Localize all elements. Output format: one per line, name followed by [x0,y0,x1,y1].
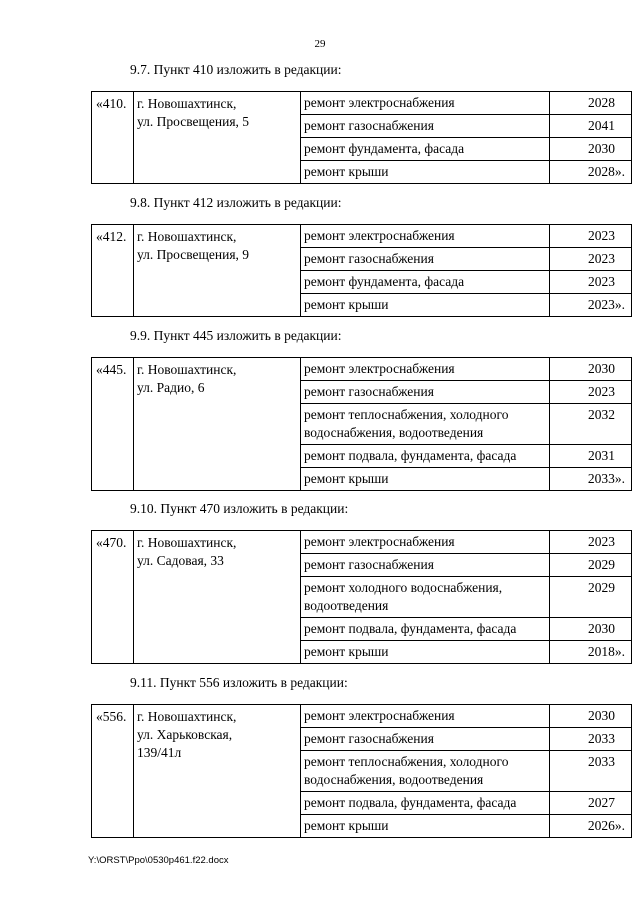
work-type: ремонт электроснабжения [301,705,550,728]
file-path-footer: Y:\ORST\Ppo\0530p461.f22.docx [88,855,229,866]
work-type: ремонт подвала, фундамента, фасада [301,618,550,641]
address-line: г. Новошахтинск, [137,229,237,244]
work-type: ремонт подвала, фундамента, фасада [301,445,550,468]
section-heading-9-11: 9.11. Пункт 556 изложить в редакции: [130,675,348,690]
item-number: «470. [92,531,134,664]
address-line: ул. Просвещения, 5 [137,114,250,129]
work-year: 2023 [550,531,632,554]
table-row [92,531,632,554]
item-number: «410. [92,92,134,184]
work-type: ремонт крыши [301,161,550,184]
address-line: г. Новошахтинск, [137,362,237,377]
work-type: ремонт крыши [301,468,550,491]
work-type: ремонт электроснабжения [301,531,550,554]
work-year: 2023 [550,381,632,404]
address-line: г. Новошахтинск, [137,709,237,724]
work-year: 2032 [550,404,632,445]
item-address [134,531,301,664]
work-type: ремонт теплоснабжения, холодного водоснабжения, водоотведения [301,751,550,792]
item-number: «556. [92,705,134,838]
work-year: 2028». [550,161,632,184]
page-number: 29 [314,38,326,50]
work-year: 2030 [550,705,632,728]
address-line: 139/41л [137,745,182,760]
work-year: 2023 [550,248,632,271]
work-year: 2033 [550,751,632,792]
work-year: 2029 [550,554,632,577]
work-type: ремонт крыши [301,815,550,838]
work-year: 2026». [550,815,632,838]
section-heading-9-9: 9.9. Пункт 445 изложить в редакции: [130,328,342,343]
section-heading-9-8: 9.8. Пункт 412 изложить в редакции: [130,195,342,210]
work-year: 2029 [550,577,632,618]
work-type: ремонт электроснабжения [301,358,550,381]
work-type: ремонт теплоснабжения, холодного водоснабжения, водоотведения [301,404,550,445]
item-number: «445. [92,358,134,491]
work-year: 2018». [550,641,632,664]
work-year: 2023 [550,271,632,294]
item-number: «412. [92,225,134,317]
item-table-556 [91,704,632,838]
work-type: ремонт холодного водоснабжения, водоотведения [301,577,550,618]
work-year: 2031 [550,445,632,468]
work-year: 2030 [550,138,632,161]
item-table-412 [91,224,632,317]
section-heading-9-10: 9.10. Пункт 470 изложить в редакции: [130,501,349,516]
item-address [134,225,301,317]
work-year: 2023 [550,225,632,248]
work-type: ремонт электроснабжения [301,92,550,115]
table-row [92,92,632,115]
address-line: г. Новошахтинск, [137,535,237,550]
work-year: 2030 [550,618,632,641]
section-heading-9-7: 9.7. Пункт 410 изложить в редакции: [130,62,342,77]
work-type: ремонт подвала, фундамента, фасада [301,792,550,815]
work-type: ремонт крыши [301,294,550,317]
work-type: ремонт газоснабжения [301,115,550,138]
work-type: ремонт газоснабжения [301,554,550,577]
work-year: 2027 [550,792,632,815]
item-address [134,358,301,491]
item-table-410 [91,91,632,184]
work-year: 2028 [550,92,632,115]
work-year: 2023». [550,294,632,317]
work-year: 2033». [550,468,632,491]
table-row [92,358,632,381]
item-address [134,705,301,838]
address-line: г. Новошахтинск, [137,96,237,111]
table-row [92,705,632,728]
item-address [134,92,301,184]
table-row [92,225,632,248]
work-type: ремонт крыши [301,641,550,664]
work-type: ремонт фундамента, фасада [301,138,550,161]
work-year: 2030 [550,358,632,381]
work-type: ремонт газоснабжения [301,381,550,404]
address-line: ул. Садовая, 33 [137,553,224,568]
address-line: ул. Радио, 6 [137,380,205,395]
address-line: ул. Просвещения, 9 [137,247,250,262]
work-type: ремонт электроснабжения [301,225,550,248]
item-table-470 [91,530,632,664]
item-table-445 [91,357,632,491]
work-year: 2033 [550,728,632,751]
work-type: ремонт газоснабжения [301,728,550,751]
work-type: ремонт газоснабжения [301,248,550,271]
work-year: 2041 [550,115,632,138]
address-line: ул. Харьковская, [137,727,233,742]
work-type: ремонт фундамента, фасада [301,271,550,294]
